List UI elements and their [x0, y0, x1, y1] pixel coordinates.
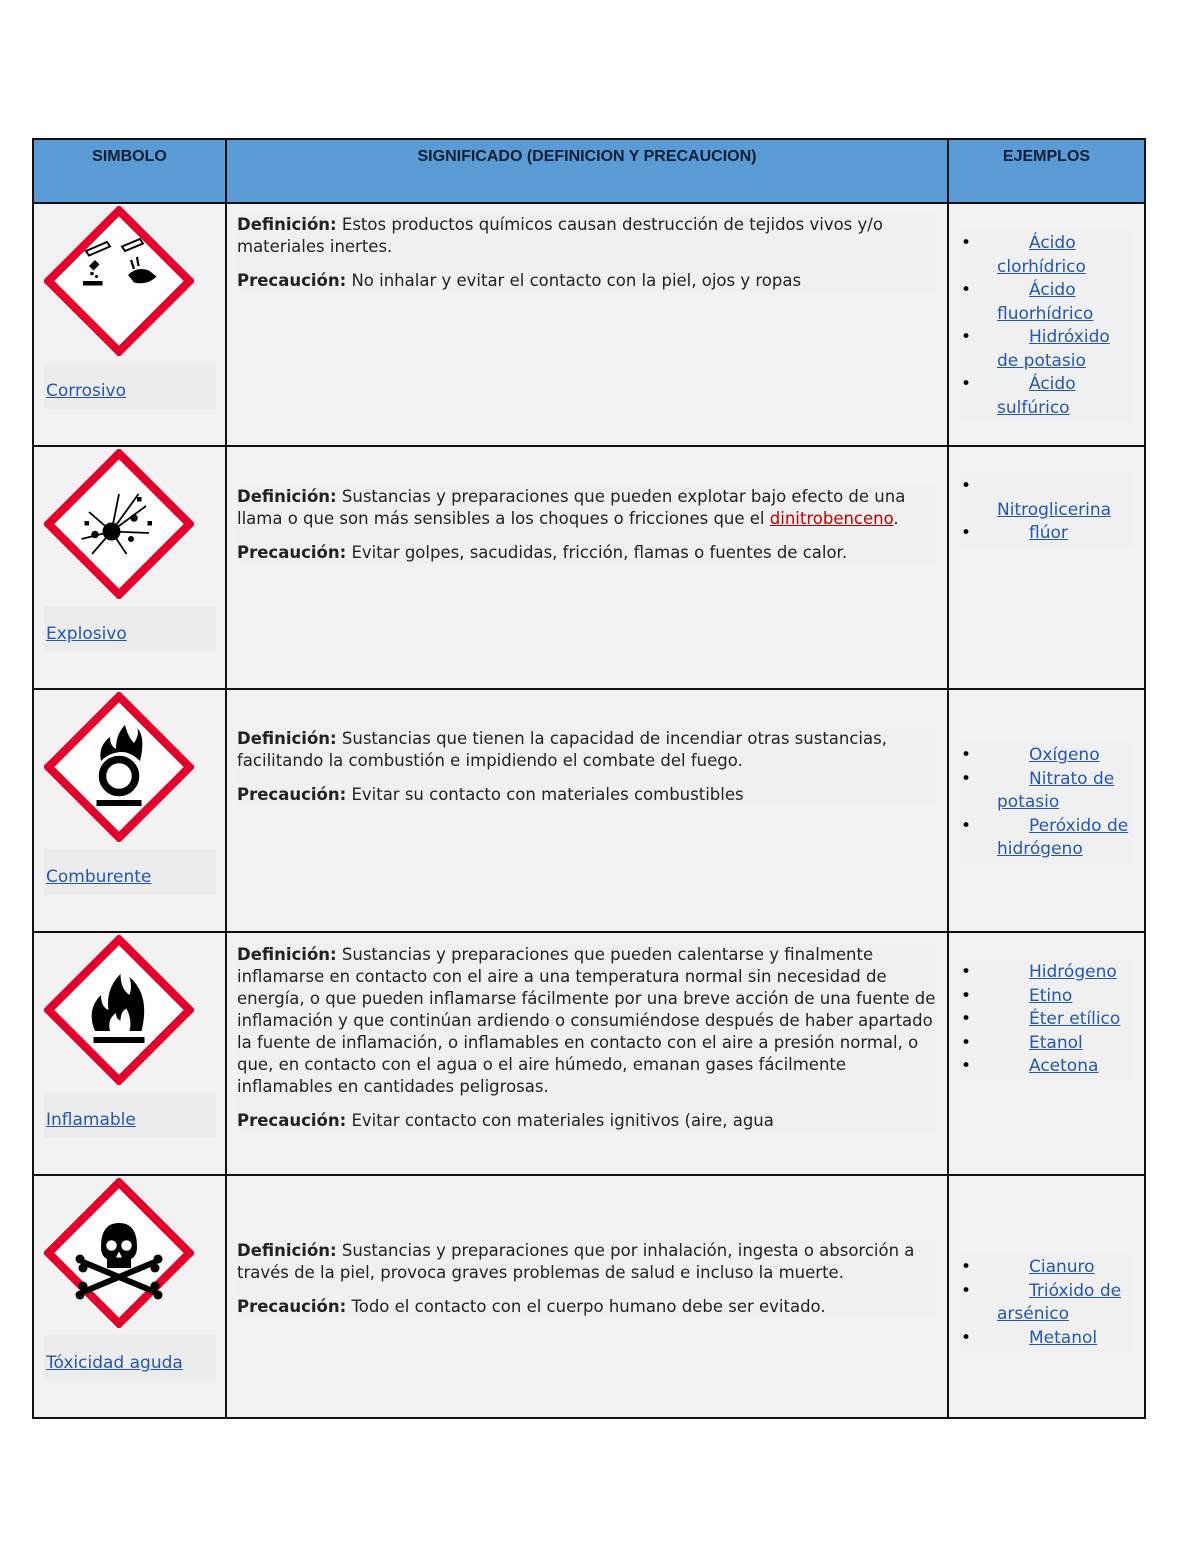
symbol-cell: [33, 689, 226, 932]
table-row: [33, 932, 1145, 1175]
oxidizer-icon: [44, 692, 194, 842]
list-item: [961, 744, 1133, 768]
symbol-cell: [33, 203, 226, 446]
precaution-text: Evitar su contacto con materiales combustibles: [351, 785, 744, 804]
definition-text: Sustancias y preparaciones que por inhalación, ingesta o absorción a través de la piel, provoca graves problemas de salud e incluso la muerte.: [237, 1241, 915, 1282]
list-item: [961, 961, 1133, 985]
examples-list: [961, 742, 1133, 864]
meaning-cell: [226, 1175, 948, 1418]
example-link[interactable]: Ácido clorhídrico: [997, 233, 1086, 277]
symbol-link[interactable]: Explosivo: [46, 624, 127, 644]
definition-label: Definición:: [237, 215, 337, 234]
precaution-label: Precaución:: [237, 543, 347, 562]
definition-label: Definición:: [237, 729, 337, 748]
examples-cell: [948, 1175, 1145, 1418]
examples-list: [961, 1254, 1133, 1352]
list-item: [961, 1055, 1133, 1079]
symbol-cell: [33, 1175, 226, 1418]
precaution-label: Precaución:: [237, 1297, 347, 1316]
symbol-link[interactable]: Corrosivo: [46, 381, 127, 401]
definition-text-end: .: [893, 509, 899, 528]
example-link[interactable]: flúor: [1029, 523, 1068, 543]
meaning-text: [237, 214, 937, 292]
precaution-label: Precaución:: [237, 1111, 347, 1130]
header-examples: EJEMPLOS: [948, 139, 1145, 203]
examples-list: [961, 473, 1133, 548]
example-link[interactable]: Éter etílico: [1029, 1009, 1121, 1029]
example-link[interactable]: Acetona: [1029, 1056, 1099, 1076]
meaning-cell: [226, 932, 948, 1175]
examples-cell: [948, 689, 1145, 932]
list-item: [961, 1280, 1133, 1327]
precaution-text: Evitar golpes, sacudidas, fricción, flamas o fuentes de calor.: [351, 543, 848, 562]
example-link[interactable]: Nitrato de potasio: [997, 768, 1115, 812]
list-item: [961, 1032, 1133, 1056]
symbol-label: [44, 606, 216, 652]
list-item: [961, 1327, 1133, 1351]
definition-text: Sustancias y preparaciones que pueden calentarse y finalmente inflamarse en contacto con el aire a una temperatura normal sin necesidad de energía, o que pueden inflamarse fácilmente por una breve acción de una fuente de inflamación y que continúan ardiendo o consumiéndose después de haber apartado la fuente de inflamación, o inflamables en contacto con el aire a presión normal, o que, en contacto con el agua o el aire húmedo, emanan gases fácilmente inflamables en cantidades peligrosas.: [237, 945, 936, 1096]
list-item: [961, 1008, 1133, 1032]
list-item: [961, 815, 1133, 862]
precaution-label: Precaución:: [237, 785, 347, 804]
list-item: [961, 279, 1133, 326]
examples-cell: [948, 446, 1145, 689]
example-link[interactable]: Etanol: [1029, 1032, 1083, 1053]
example-link[interactable]: Nitroglicerina: [997, 499, 1112, 520]
example-link[interactable]: Peróxido de hidrógeno: [997, 815, 1129, 859]
header-symbol: SIMBOLO: [33, 139, 226, 203]
example-link[interactable]: Trióxido de arsénico: [997, 1280, 1122, 1324]
example-link[interactable]: Hidrógeno: [1029, 962, 1117, 982]
hazard-symbols-table: [32, 138, 1146, 1419]
example-link[interactable]: Oxígeno: [1029, 745, 1100, 765]
examples-list: [961, 959, 1133, 1081]
flammable-icon: [44, 935, 194, 1085]
header-meaning: SIGNIFICADO (DEFINICION Y PRECAUCION): [226, 139, 948, 203]
definition-link[interactable]: dinitrobenceno: [769, 509, 894, 528]
definition-text: Sustancias y preparaciones que pueden explotar bajo efecto de una llama o que son más sensibles a los choques o fricciones que el: [237, 487, 906, 528]
symbol-label: [44, 849, 216, 895]
list-item: [961, 985, 1133, 1009]
table-row: [33, 203, 1145, 446]
definition-label: Definición:: [237, 1241, 337, 1260]
example-link[interactable]: Metanol: [1029, 1327, 1098, 1348]
symbol-link[interactable]: Inflamable: [46, 1110, 136, 1130]
definition-label: Definición:: [237, 945, 337, 964]
examples-cell: [948, 932, 1145, 1175]
table-row: [33, 1175, 1145, 1418]
meaning-text: [237, 944, 937, 1132]
definition-label: Definición:: [237, 487, 337, 506]
list-item: [961, 768, 1133, 815]
example-link[interactable]: Hidróxido de potasio: [997, 327, 1110, 371]
list-item: [961, 373, 1133, 420]
list-item: [961, 522, 1133, 546]
definition-text: Sustancias que tienen la capacidad de incendiar otras sustancias, facilitando la combustión e impidiendo el combate del fuego.: [237, 729, 887, 770]
symbol-link[interactable]: Comburente: [46, 867, 152, 887]
explosive-icon: [44, 449, 194, 599]
list-item: [961, 232, 1133, 279]
meaning-cell: [226, 203, 948, 446]
symbol-cell: [33, 932, 226, 1175]
definition-text: Estos productos químicos causan destrucción de tejidos vivos y/o materiales inertes.: [237, 215, 883, 256]
meaning-cell: [226, 446, 948, 689]
table-row: [33, 446, 1145, 689]
example-link[interactable]: Cianuro: [1029, 1257, 1095, 1277]
corrosive-icon: [44, 206, 194, 356]
meaning-text: [237, 1240, 937, 1318]
symbol-cell: [33, 446, 226, 689]
skull-crossbones-icon: [44, 1178, 194, 1328]
table-row: [33, 689, 1145, 932]
examples-cell: [948, 203, 1145, 446]
meaning-text: [237, 728, 937, 806]
precaution-text: Todo el contacto con el cuerpo humano debe ser evitado.: [351, 1297, 826, 1316]
example-link[interactable]: Ácido fluorhídrico: [997, 280, 1094, 324]
example-link[interactable]: Etino: [1029, 985, 1073, 1006]
symbol-label: [44, 1335, 216, 1381]
symbol-link[interactable]: Tóxicidad aguda: [46, 1353, 183, 1373]
meaning-text: [237, 486, 937, 564]
examples-list: [961, 230, 1133, 422]
precaution-text: No inhalar y evitar el contacto con la piel, ojos y ropas: [351, 271, 802, 290]
symbol-label: [44, 363, 216, 409]
example-link[interactable]: Ácido sulfúrico: [997, 374, 1076, 418]
precaution-label: Precaución:: [237, 271, 347, 290]
symbol-label: [44, 1092, 216, 1138]
list-item: [961, 326, 1133, 373]
list-item: [961, 1256, 1133, 1280]
meaning-cell: [226, 689, 948, 932]
table-header-row: [33, 139, 1145, 203]
list-item: [961, 475, 1133, 522]
precaution-text: Evitar contacto con materiales ignitivos (aire, agua: [351, 1111, 774, 1130]
